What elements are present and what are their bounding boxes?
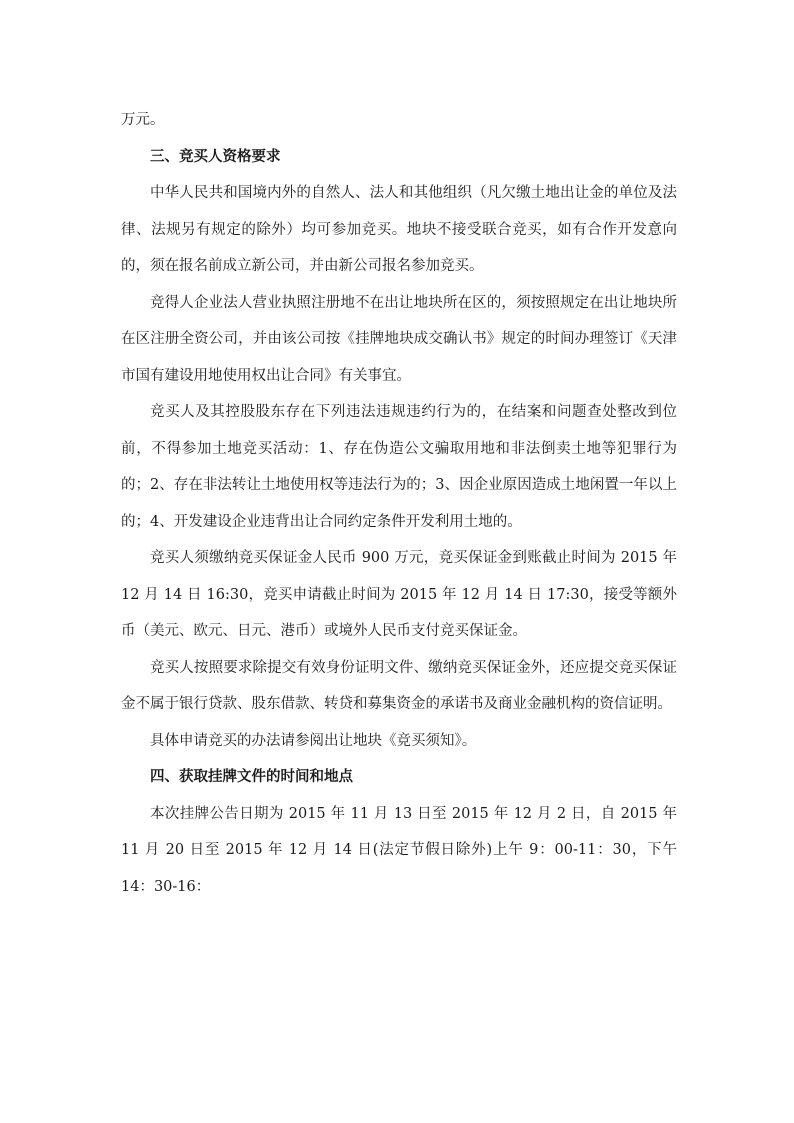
paragraph-notice: 具体申请竞买的办法请参阅出让地块《竞买须知》。: [150, 732, 477, 749]
paragraph-documents: 竞买人按照要求除提交有效身份证明文件、缴纳竞买保证金外，还应提交竞买保证金不属于银行贷款、股东借款、转贷和募集资金的承诺书及商业金融机构的资信证明。: [121, 659, 677, 712]
paragraph-deposit: 竞买人须缴纳竞买保证金人民币 900 万元，竞买保证金到账截止时间为 2015 年 12 月 14 日 16:30，竞买申请截止时间为 2015 年 12 月 14 日 17:30，接受等额外币（美元、欧元、日元、港币）或境外人民币支付竞买保证金。: [121, 550, 677, 639]
paragraph-eligibility: 中华人民共和国境内外的自然人、法人和其他组织（凡欠缴土地出让金的单位及法律、法规另有规定的除外）均可参加竞买。地块不接受联合竞买，如有合作开发意向的，须在报名前成立新公司，并由新公司报名参加竞买。: [121, 185, 677, 274]
paragraph-registration: 竞得人企业法人营业执照注册地不在出让地块所在区的，须按照规定在出让地块所在区注册全资公司，并由该公司按《挂牌地块成交确认书》规定的时间办理签订《天津市国有建设用地使用权出让合同》有关事宜。: [121, 294, 677, 384]
section-heading-qualification: 三、竞买人资格要求: [150, 147, 281, 165]
document-body: [121, 102, 677, 905]
paragraph-schedule: 本次挂牌公告日期为 2015 年 11 月 13 日至 2015 年 12 月 2 日，自 2015 年 11 月 20 日至 2015 年 12 月 14 日(法定节假日除外)上午 9：00-11：30，下午 14：30-16：: [121, 805, 677, 895]
paragraph-violations: 竞买人及其控股股东存在下列违法违规违约行为的，在结案和问题查处整改到位前，不得参加土地竞买活动：1、存在伪造公文骗取用地和非法倒卖土地等犯罪行为的；2、存在非法转让土地使用权等违法行为的；3、因企业原因造成土地闲置一年以上的；4、开发建设企业违背出让合同约定条件开发利用土地的。: [121, 404, 677, 530]
paragraph-continuation: 万元。: [121, 112, 165, 128]
section-heading-time-place: 四、获取挂牌文件的时间和地点: [150, 768, 353, 785]
